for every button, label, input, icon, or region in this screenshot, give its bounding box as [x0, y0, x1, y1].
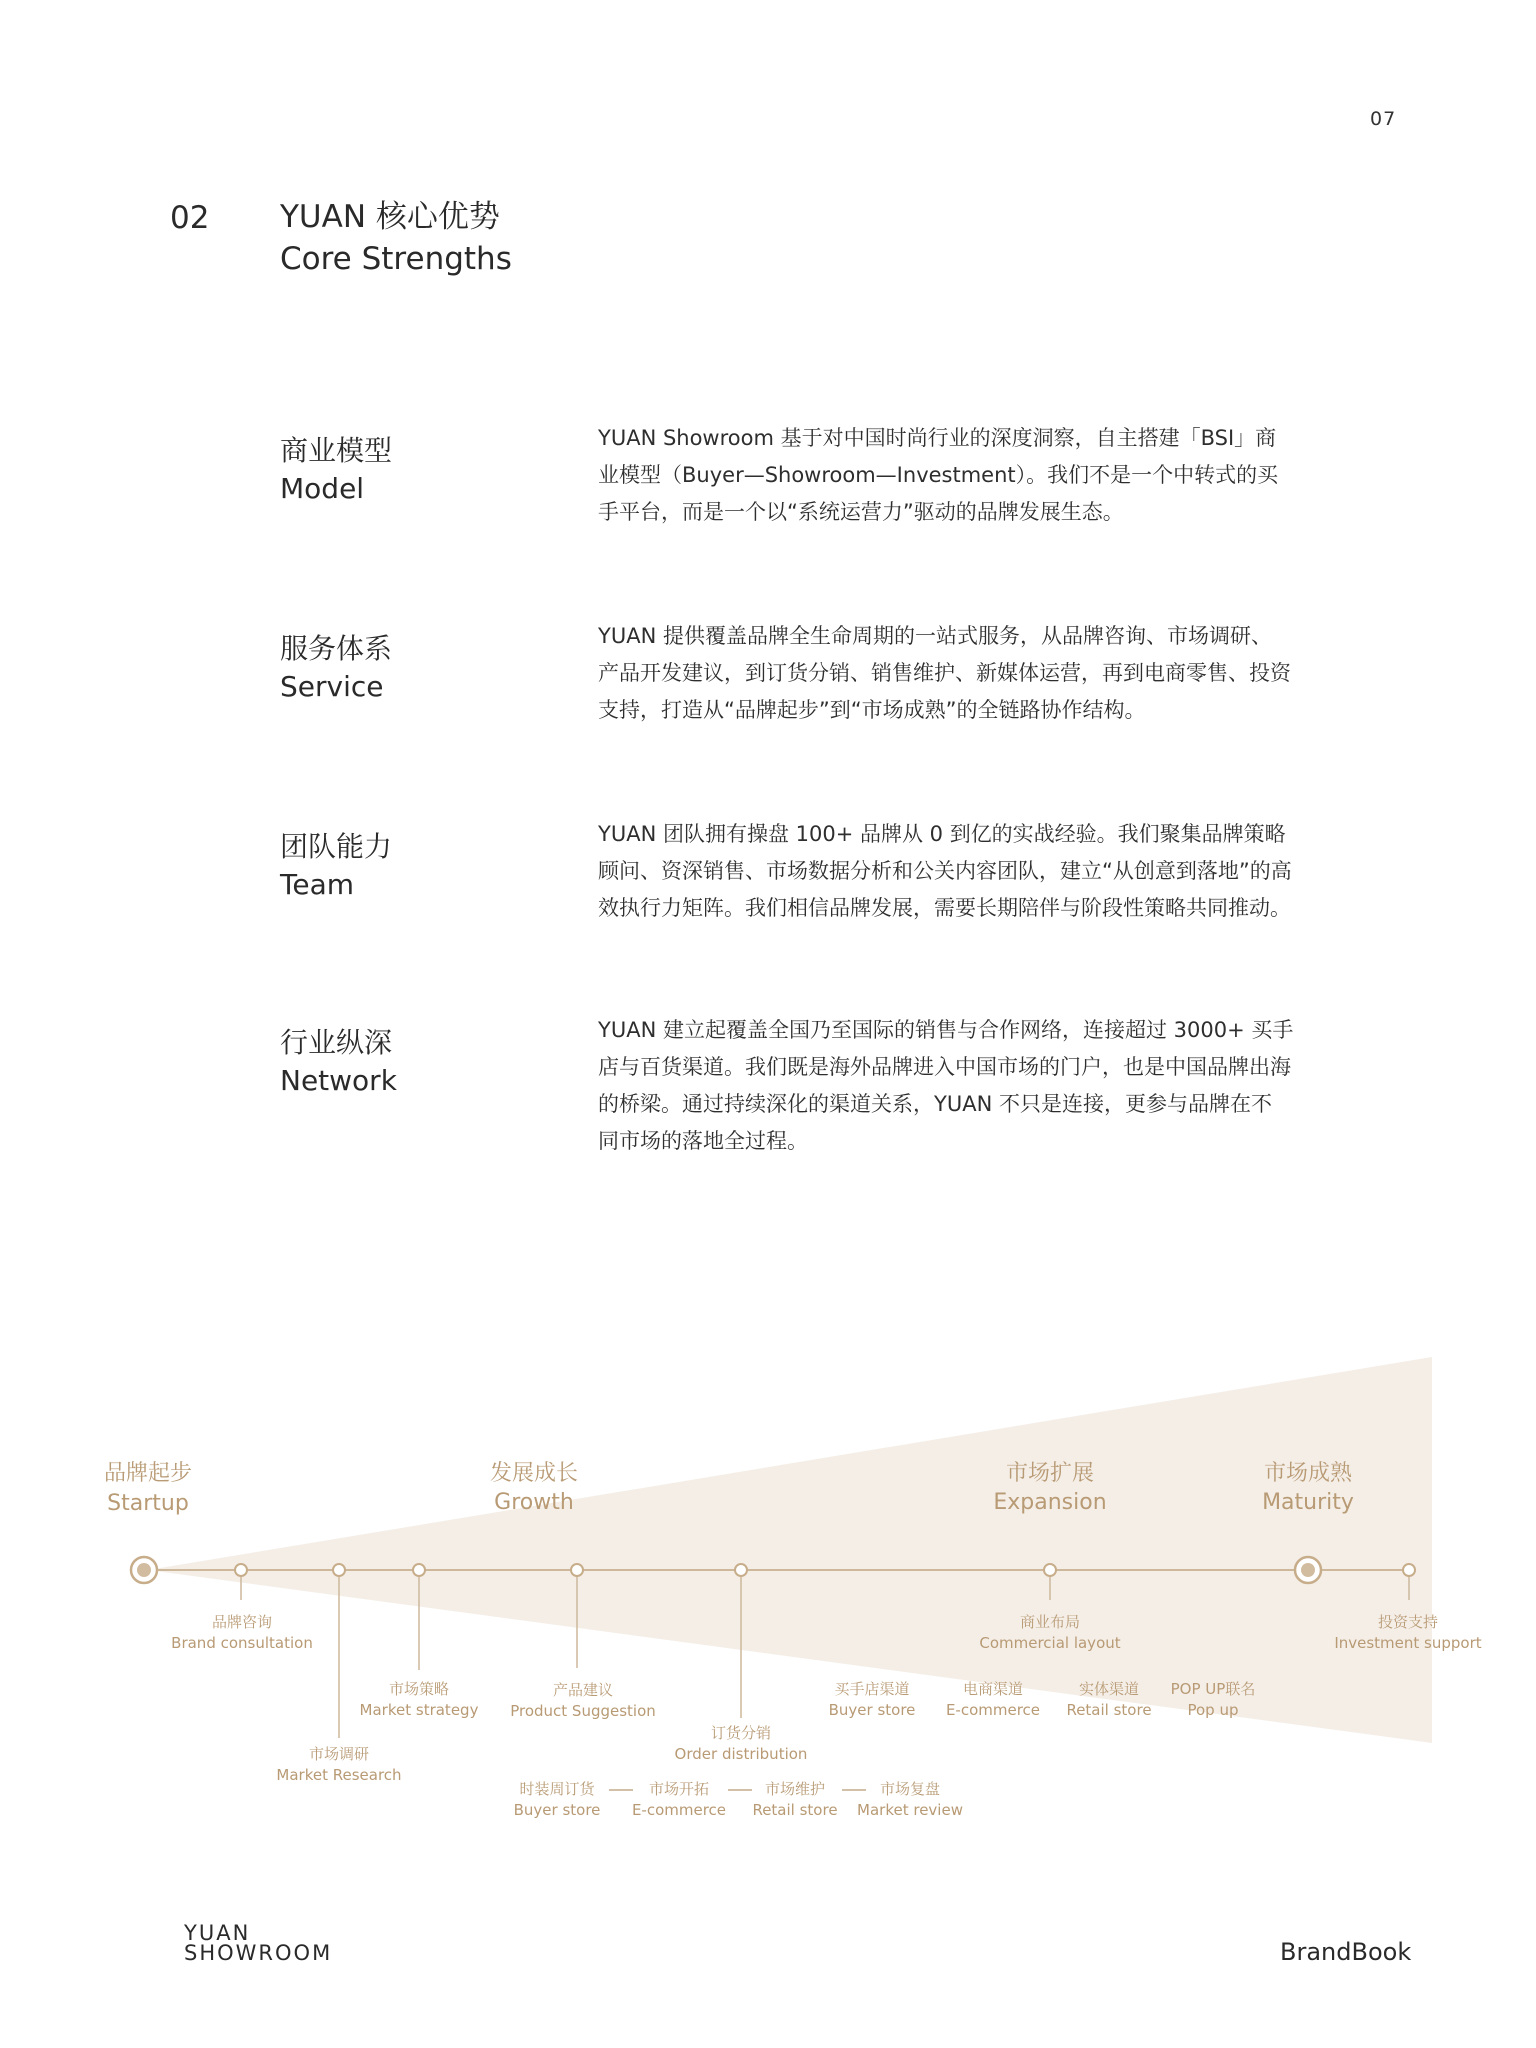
- item-heading-cn: 商业模型: [280, 434, 393, 467]
- chain-cn: 时装周订货: [519, 1780, 595, 1798]
- chain-cn: 市场维护: [764, 1780, 826, 1798]
- milestone-cn: 市场策略: [388, 1680, 450, 1698]
- item-heading-en: Network: [280, 1064, 397, 1097]
- item-heading-cn: 团队能力: [280, 830, 393, 863]
- body-line: YUAN Showroom 基于对中国时尚行业的深度洞察，自主搭建「BSI」商: [598, 426, 1277, 450]
- milestone-cn: 商业布局: [1019, 1613, 1081, 1631]
- stage-expansion-cn: 市场扩展: [1005, 1461, 1095, 1486]
- body-line: 手平台，而是一个以“系统运营力”驱动的品牌发展生态。: [598, 500, 1124, 524]
- section-title-en: Core Strengths: [280, 241, 512, 277]
- stage-maturity-en: Maturity: [1262, 1490, 1354, 1515]
- yuan-showroom-logo: [184, 1923, 332, 1963]
- item-heading-network: [280, 1024, 397, 1100]
- node-startup: [131, 1557, 157, 1583]
- milestone-en: Commercial layout: [979, 1634, 1121, 1652]
- node-maturity: [1295, 1557, 1321, 1583]
- body-line: 店与百货渠道。我们既是海外品牌进入中国市场的门户，也是中国品牌出海: [598, 1055, 1291, 1079]
- stage-startup-cn: 品牌起步: [103, 1461, 193, 1486]
- milestone-en: Market strategy: [359, 1701, 479, 1719]
- section-number: 02: [170, 200, 210, 236]
- channel-cn: 实体渠道: [1078, 1680, 1140, 1698]
- logo-line-1: YUAN: [184, 1921, 251, 1945]
- chain-en: E-commerce: [631, 1801, 727, 1819]
- milestone-cn: 订货分销: [710, 1724, 772, 1742]
- node-small: [333, 1564, 345, 1576]
- milestone-en: Market Research: [276, 1766, 402, 1784]
- stage-startup-en: Startup: [107, 1491, 189, 1516]
- item-body-network: [598, 1012, 1338, 1160]
- stage-growth-cn: 发展成长: [489, 1461, 579, 1486]
- chain-cn: 市场开拓: [648, 1780, 710, 1798]
- item-heading-cn: 服务体系: [280, 632, 393, 665]
- milestone-en: Order distribution: [674, 1745, 808, 1763]
- item-heading-en: Team: [280, 868, 355, 901]
- milestone-cn: 产品建议: [552, 1681, 614, 1699]
- node-small: [1403, 1564, 1415, 1576]
- node-small: [1044, 1564, 1056, 1576]
- item-heading-model: [280, 432, 392, 508]
- node-small: [571, 1564, 583, 1576]
- body-line: 同市场的落地全过程。: [598, 1129, 808, 1153]
- chain-cn: 市场复盘: [879, 1780, 941, 1798]
- body-line: 顾问、资深销售、市场数据分析和公关内容团队，建立“从创意到落地”的高: [598, 859, 1292, 883]
- body-line: 效执行力矩阵。我们相信品牌发展，需要长期陪伴与阶段性策略共同推动。: [598, 896, 1291, 920]
- body-line: 产品开发建议，到订货分销、销售维护、新媒体运营，再到电商零售、投资: [598, 661, 1291, 685]
- chain-en: Retail store: [752, 1801, 838, 1819]
- chain-en: Buyer store: [513, 1801, 601, 1819]
- channel-cn: 买手店渠道: [834, 1680, 910, 1698]
- section-title-cn: YUAN 核心优势: [280, 199, 500, 235]
- node-small: [235, 1564, 247, 1576]
- milestone-en: Brand consultation: [171, 1634, 313, 1652]
- body-line: YUAN 团队拥有操盘 100+ 品牌从 0 到亿的实战经验。我们聚集品牌策略: [598, 822, 1286, 846]
- item-body-model: [598, 420, 1338, 531]
- item-body-team: [598, 816, 1338, 927]
- stage-growth-en: Growth: [494, 1490, 574, 1515]
- body-line: YUAN 建立起覆盖全国乃至国际的销售与合作网络，连接超过 3000+ 买手: [598, 1018, 1294, 1042]
- body-line: YUAN 提供覆盖品牌全生命周期的一站式服务，从品牌咨询、市场调研、: [598, 624, 1272, 648]
- milestone-cn: 投资支持: [1377, 1613, 1439, 1631]
- item-heading-en: Service: [280, 670, 384, 703]
- item-heading-en: Model: [280, 472, 365, 505]
- node-small: [735, 1564, 747, 1576]
- item-heading-cn: 行业纵深: [280, 1026, 393, 1059]
- body-line: 业模型（Buyer—Showroom—Investment）。我们不是一个中转式的买: [598, 463, 1279, 487]
- milestone-cn: 品牌咨询: [211, 1613, 273, 1631]
- item-heading-team: [280, 828, 392, 904]
- brandbook-label: BrandBook: [1280, 1938, 1412, 1966]
- channel-cn: 电商渠道: [962, 1680, 1024, 1698]
- milestone-en: Investment support: [1334, 1634, 1482, 1652]
- chain-en: Market review: [857, 1801, 963, 1819]
- body-line: 的桥梁。通过持续深化的渠道关系，YUAN 不只是连接，更参与品牌在不: [598, 1092, 1272, 1116]
- channel-en: Retail store: [1066, 1701, 1152, 1719]
- channel-en: Buyer store: [828, 1701, 916, 1719]
- page-number: 07: [1370, 108, 1397, 130]
- body-line: 支持，打造从“品牌起步”到“市场成熟”的全链路协作结构。: [598, 698, 1146, 722]
- node-small: [413, 1564, 425, 1576]
- item-body-service: [598, 618, 1338, 729]
- item-heading-service: [280, 630, 392, 706]
- channel-en: E-commerce: [945, 1701, 1041, 1719]
- milestone-en: Product Suggestion: [510, 1702, 656, 1720]
- section-title: [280, 196, 512, 280]
- logo-line-2: SHOWROOM: [184, 1941, 333, 1965]
- stage-maturity-cn: 市场成熟: [1263, 1461, 1353, 1486]
- channel-cn: POP UP联名: [1170, 1680, 1256, 1698]
- stage-expansion-en: Expansion: [993, 1490, 1107, 1515]
- channel-en: Pop up: [1187, 1701, 1239, 1719]
- milestone-cn: 市场调研: [308, 1745, 370, 1763]
